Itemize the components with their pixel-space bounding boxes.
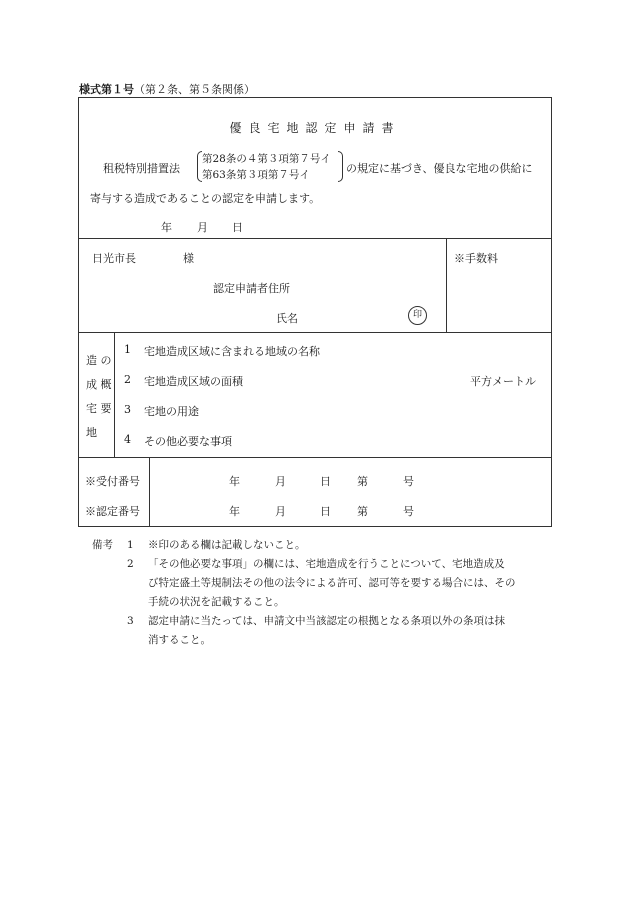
note-number: 2 (127, 558, 134, 570)
note-line: び特定盛土等規制法その他の法令による許可、認可等を要する場合には、その (148, 577, 516, 589)
receipt-year: 年 (229, 475, 240, 488)
outline-item-label: 宅地造成区域に含まれる地域の名称 (144, 345, 320, 358)
seal-mark: 印 (408, 306, 427, 325)
receipt-number-label: ※受付番号 (85, 475, 140, 488)
note-line: 手続の状況を記載すること。 (148, 596, 285, 608)
outline-label-line-1: 造 の (86, 354, 112, 367)
fee-label: ※手数料 (454, 252, 498, 265)
receipt-day: 日 (320, 475, 331, 488)
outline-item-label: その他必要な事項 (144, 435, 232, 448)
receipt-go: 号 (403, 475, 414, 488)
note-line: 「その他必要な事項」の欄には、宅地造成を行うことについて、宅地造成及 (148, 558, 505, 570)
applicant-name-label: 氏名 (276, 312, 298, 325)
outline-label-line-4: 地 (86, 426, 97, 439)
certification-number-label: ※認定番号 (85, 505, 140, 518)
note-line: 認定申請に当たっては、申請文中当該認定の根拠となる条項以外の条項は抹 (148, 615, 505, 627)
outline-label-line-2: 成 概 (86, 378, 112, 391)
office-label-divider (149, 457, 150, 527)
note-number: 3 (127, 615, 134, 627)
receipt-dai: 第 (357, 475, 368, 488)
area-unit: 平方メートル (470, 375, 536, 388)
certification-day: 日 (320, 505, 331, 518)
certification-month: 月 (275, 505, 286, 518)
date-year-label: 年 (161, 221, 172, 234)
outline-item-label: 宅地の用途 (144, 405, 199, 418)
form-number: 様式第１号 (79, 83, 134, 96)
statement-line-2: 寄与する造成であることの認定を申請します。 (90, 192, 321, 205)
applicant-address-label: 認定申請者住所 (213, 282, 290, 295)
note-line: 消すること。 (148, 634, 211, 646)
outline-item-number: 2 (124, 373, 131, 386)
document-title: 優良宅地認定申請書 (229, 121, 401, 135)
clause-option-2: 第63条第３項第７号イ (202, 169, 310, 181)
form-reference: （第２条、第５条関係） (134, 83, 255, 96)
outline-label-line-3: 宅 要 (86, 402, 112, 415)
receipt-month: 月 (275, 475, 286, 488)
outline-item-number: 3 (124, 403, 131, 416)
divider-line (78, 238, 552, 239)
notes-heading: 備考 (92, 539, 113, 551)
addressee: 日光市長 (92, 252, 136, 265)
outline-item-number: 1 (124, 343, 131, 356)
fee-column-divider (446, 238, 447, 333)
tax-law-name: 租税特別措置法 (103, 162, 180, 175)
certification-year: 年 (229, 505, 240, 518)
statement-line-1: の規定に基づき、優良な宅地の供給に (346, 162, 533, 175)
certification-go: 号 (403, 505, 414, 518)
outline-label-divider (114, 332, 115, 457)
outline-item-number: 4 (124, 433, 131, 446)
divider-line (78, 332, 552, 333)
form-label (79, 81, 255, 97)
date-month-label: 月 (197, 221, 208, 234)
certification-dai: 第 (357, 505, 368, 518)
right-bracket (338, 151, 343, 182)
honorific: 様 (183, 252, 194, 265)
date-day-label: 日 (232, 221, 243, 234)
note-number: 1 (127, 539, 134, 551)
clause-option-1: 第28条の４第３項第７号イ (202, 153, 331, 165)
outline-item-label: 宅地造成区域の面積 (144, 375, 243, 388)
note-line: ※印のある欄は記載しないこと。 (148, 539, 306, 551)
